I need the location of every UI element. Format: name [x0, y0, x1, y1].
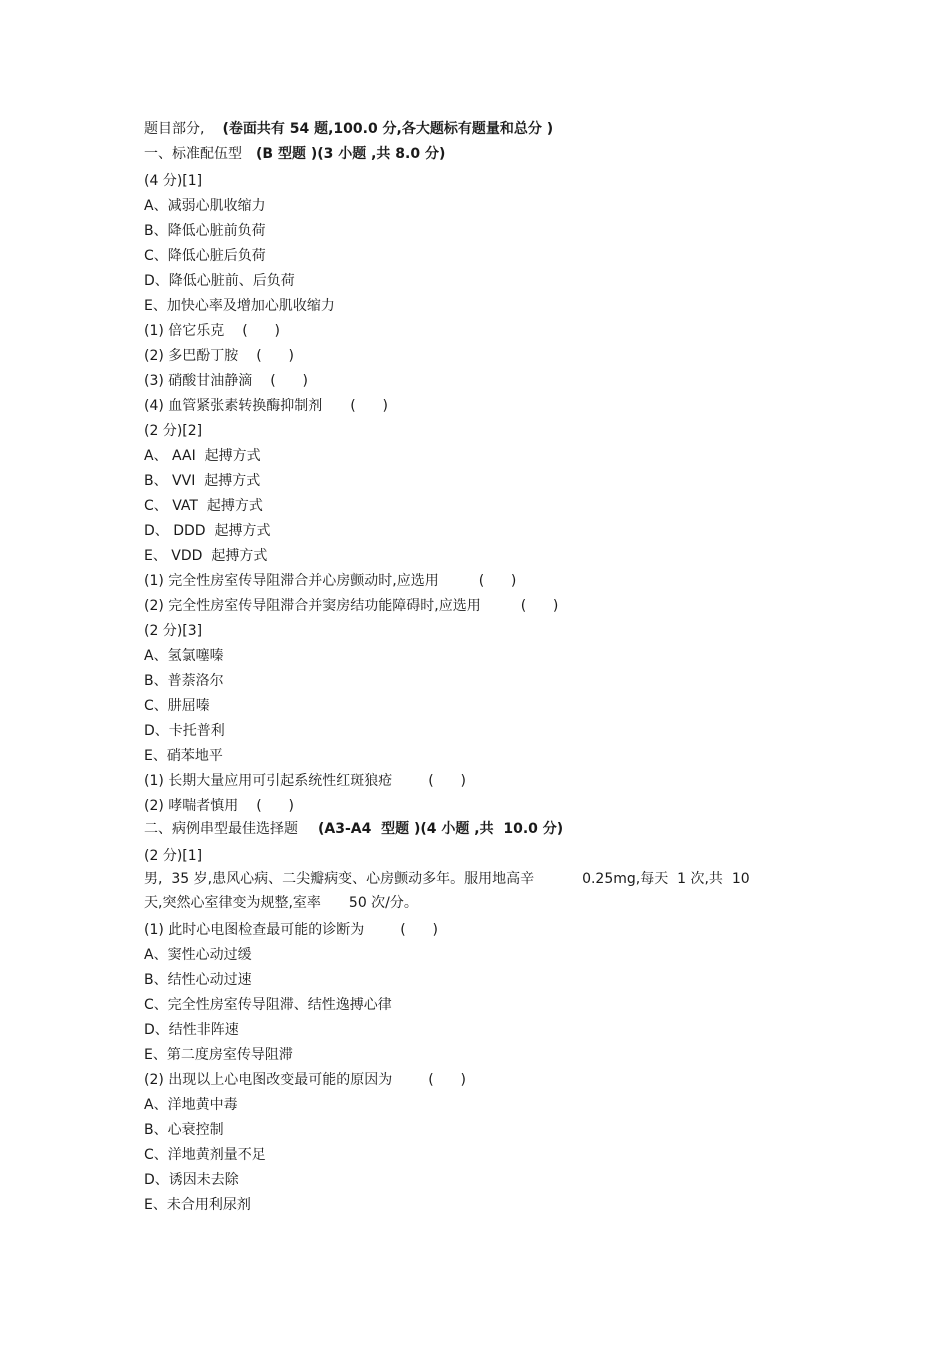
answer-blank: ( ): [428, 773, 466, 789]
section2-heading: [144, 820, 563, 838]
sub-question-text: (2) 多巴酚丁胺: [144, 348, 239, 364]
exam-header: [144, 120, 553, 138]
answer-blank: ( ): [256, 348, 294, 364]
section1-title: 一、标准配伍型: [144, 146, 242, 162]
option-c: C、洋地黄剂量不足: [144, 1147, 266, 1163]
sub-question-text: (2) 出现以上心电图改变最可能的原因为: [144, 1072, 393, 1088]
case-text: 男, 35 岁,患风心病、二尖瓣病变、心房颤动多年。服用地高辛: [144, 871, 535, 887]
sub-question-text: (4) 血管紧张素转换酶抑制剂: [144, 398, 323, 414]
section1-meta: (B 型题 )(3 小题 ,共 8.0 分): [256, 146, 446, 162]
option-c: C、肼屈嗪: [144, 698, 210, 714]
sub-question-text: (1) 长期大量应用可引起系统性红斑狼疮: [144, 773, 393, 789]
option-b: B、结性心动过速: [144, 972, 252, 988]
option-a: A、洋地黄中毒: [144, 1097, 238, 1113]
option-e: E、未合用利尿剂: [144, 1197, 251, 1213]
section2-title: 二、病例串型最佳选择题: [144, 821, 298, 837]
q2-score: (2 分)[2]: [144, 423, 203, 439]
option-e: E、硝苯地平: [144, 748, 223, 764]
option-e: E、 VDD 起搏方式: [144, 548, 268, 564]
option-e: E、第二度房室传导阻滞: [144, 1047, 293, 1063]
sub-question: [144, 347, 294, 365]
option-e: E、加快心率及增加心肌收缩力: [144, 298, 335, 314]
sub-question: [144, 322, 280, 340]
option-b: B、心衰控制: [144, 1122, 224, 1138]
answer-blank: ( ): [520, 598, 559, 614]
answer-blank: ( ): [400, 922, 438, 938]
option-d: D、诱因未去除: [144, 1172, 239, 1188]
answer-blank: ( ): [256, 798, 294, 814]
case-text-line1: [144, 870, 750, 888]
sub-question-text: (2) 完全性房室传导阻滞合并窦房结功能障碍时,应选用: [144, 598, 481, 614]
answer-blank: ( ): [478, 573, 517, 589]
section1-heading: [144, 145, 445, 163]
option-b: B、降低心脏前负荷: [144, 223, 266, 239]
case-text: 天,突然心室律变为规整,室率: [144, 895, 321, 911]
sub-question: [144, 797, 294, 815]
case-text: 50 次/分。: [348, 895, 418, 911]
sub-question: [144, 772, 466, 790]
header-prefix: 题目部分,: [144, 121, 205, 137]
q3-score: (2 分)[3]: [144, 623, 203, 639]
answer-blank: ( ): [270, 373, 308, 389]
option-d: D、降低心脏前、后负荷: [144, 273, 295, 289]
q1-score: (4 分)[1]: [144, 173, 203, 189]
sub-question-text: (2) 哮喘者慎用: [144, 798, 239, 814]
option-b: B、 VVI 起搏方式: [144, 473, 261, 489]
option-d: D、 DDD 起搏方式: [144, 523, 271, 539]
sub-question: [144, 397, 388, 415]
sub-question-text: (1) 完全性房室传导阻滞合并心房颤动时,应选用: [144, 573, 439, 589]
option-c: C、降低心脏后负荷: [144, 248, 266, 264]
option-a: A、氢氯噻嗪: [144, 648, 224, 664]
sub-question-text: (1) 此时心电图检查最可能的诊断为: [144, 922, 365, 938]
answer-blank: ( ): [428, 1072, 466, 1088]
s2-q1-score: (2 分)[1]: [144, 848, 203, 864]
option-b: B、普萘洛尔: [144, 673, 224, 689]
section2-meta: (A3-A4 型题 )(4 小题 ,共 10.0 分): [318, 821, 564, 837]
option-a: A、窦性心动过缓: [144, 947, 252, 963]
header-detail: (卷面共有 54 题,100.0 分,各大题标有题量和总分 ): [222, 121, 554, 137]
option-c: C、 VAT 起搏方式: [144, 498, 263, 514]
case-text-line2: [144, 894, 418, 912]
option-a: A、 AAI 起搏方式: [144, 448, 261, 464]
sub-question-text: (1) 倍它乐克: [144, 323, 225, 339]
option-d: D、结性非阵速: [144, 1022, 239, 1038]
sub-question: [144, 372, 308, 390]
sub-question: [144, 921, 438, 939]
sub-question: [144, 572, 516, 590]
sub-question: [144, 597, 558, 615]
answer-blank: ( ): [350, 398, 388, 414]
option-a: A、减弱心肌收缩力: [144, 198, 266, 214]
sub-question: [144, 1071, 466, 1089]
option-d: D、卡托普利: [144, 723, 225, 739]
sub-question-text: (3) 硝酸甘油静滴: [144, 373, 253, 389]
option-c: C、完全性房室传导阻滞、结性逸搏心律: [144, 997, 392, 1013]
case-text: 0.25mg,每天 1 次,共 10: [582, 871, 750, 887]
answer-blank: ( ): [242, 323, 280, 339]
